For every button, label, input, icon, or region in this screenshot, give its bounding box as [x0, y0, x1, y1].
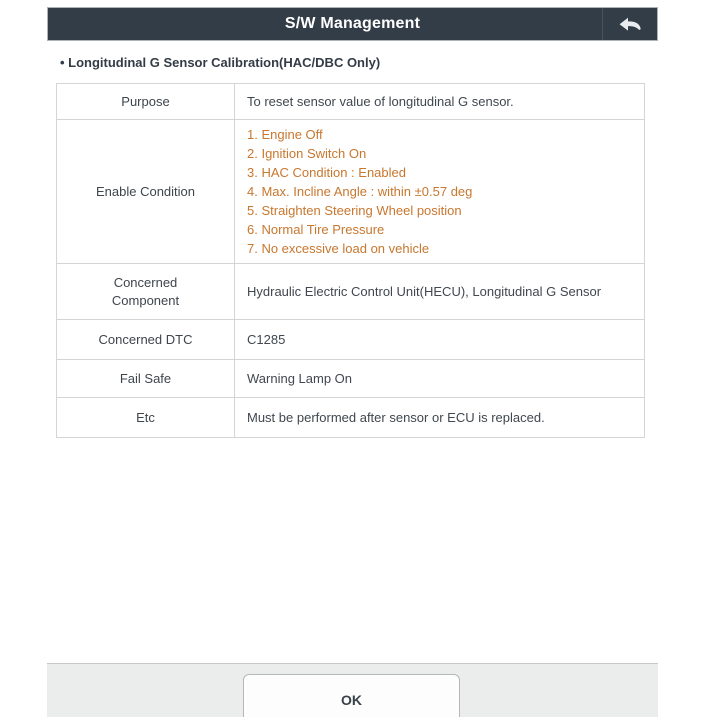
- row-value: [235, 120, 645, 264]
- row-label: [57, 264, 235, 320]
- footer-bar: [47, 663, 658, 717]
- header-bar: [47, 7, 658, 41]
- row-label: Enable Condition: [57, 120, 235, 264]
- row-value: Warning Lamp On: [235, 360, 645, 398]
- row-label: Purpose: [57, 84, 235, 120]
- row-value: [235, 264, 645, 320]
- condition-line: 7. No excessive load on vehicle: [247, 241, 430, 256]
- page-title: S/W Management: [284, 15, 421, 32]
- table-row-concerned-dtc: [57, 320, 645, 360]
- row-label-text: Concerned Component: [111, 274, 180, 308]
- row-label: Concerned DTC: [57, 320, 235, 360]
- table-row-fail-safe: [57, 360, 645, 398]
- table-row-purpose: [57, 84, 645, 120]
- row-value: To reset sensor value of longitudinal G sensor.: [235, 84, 645, 120]
- condition-line: 3. HAC Condition : Enabled: [247, 165, 406, 180]
- row-value: Must be performed after sensor or ECU is replaced.: [235, 398, 645, 438]
- return-arrow-icon: [617, 15, 643, 33]
- back-button[interactable]: [602, 8, 657, 40]
- info-table: [56, 83, 645, 438]
- condition-line: 5. Straighten Steering Wheel position: [247, 203, 462, 218]
- condition-line: 4. Max. Incline Angle : within ±0.57 deg: [247, 184, 473, 199]
- condition-line: 6. Normal Tire Pressure: [247, 222, 385, 237]
- row-value-text: Hydraulic Electric Control Unit(HECU), Longitudinal G Sensor: [247, 284, 602, 299]
- row-value: C1285: [235, 320, 645, 360]
- table-row-concerned-component: [57, 264, 645, 320]
- row-label: Fail Safe: [57, 360, 235, 398]
- row-label: Etc: [57, 398, 235, 438]
- condition-line: 2. Ignition Switch On: [247, 146, 367, 161]
- ok-button[interactable]: OK: [243, 674, 460, 717]
- section-title: • Longitudinal G Sensor Calibration(HAC/DBC Only): [60, 55, 381, 70]
- table-row-etc: [57, 398, 645, 438]
- condition-line: 1. Engine Off: [247, 127, 323, 142]
- table-row-enable-condition: [57, 120, 645, 264]
